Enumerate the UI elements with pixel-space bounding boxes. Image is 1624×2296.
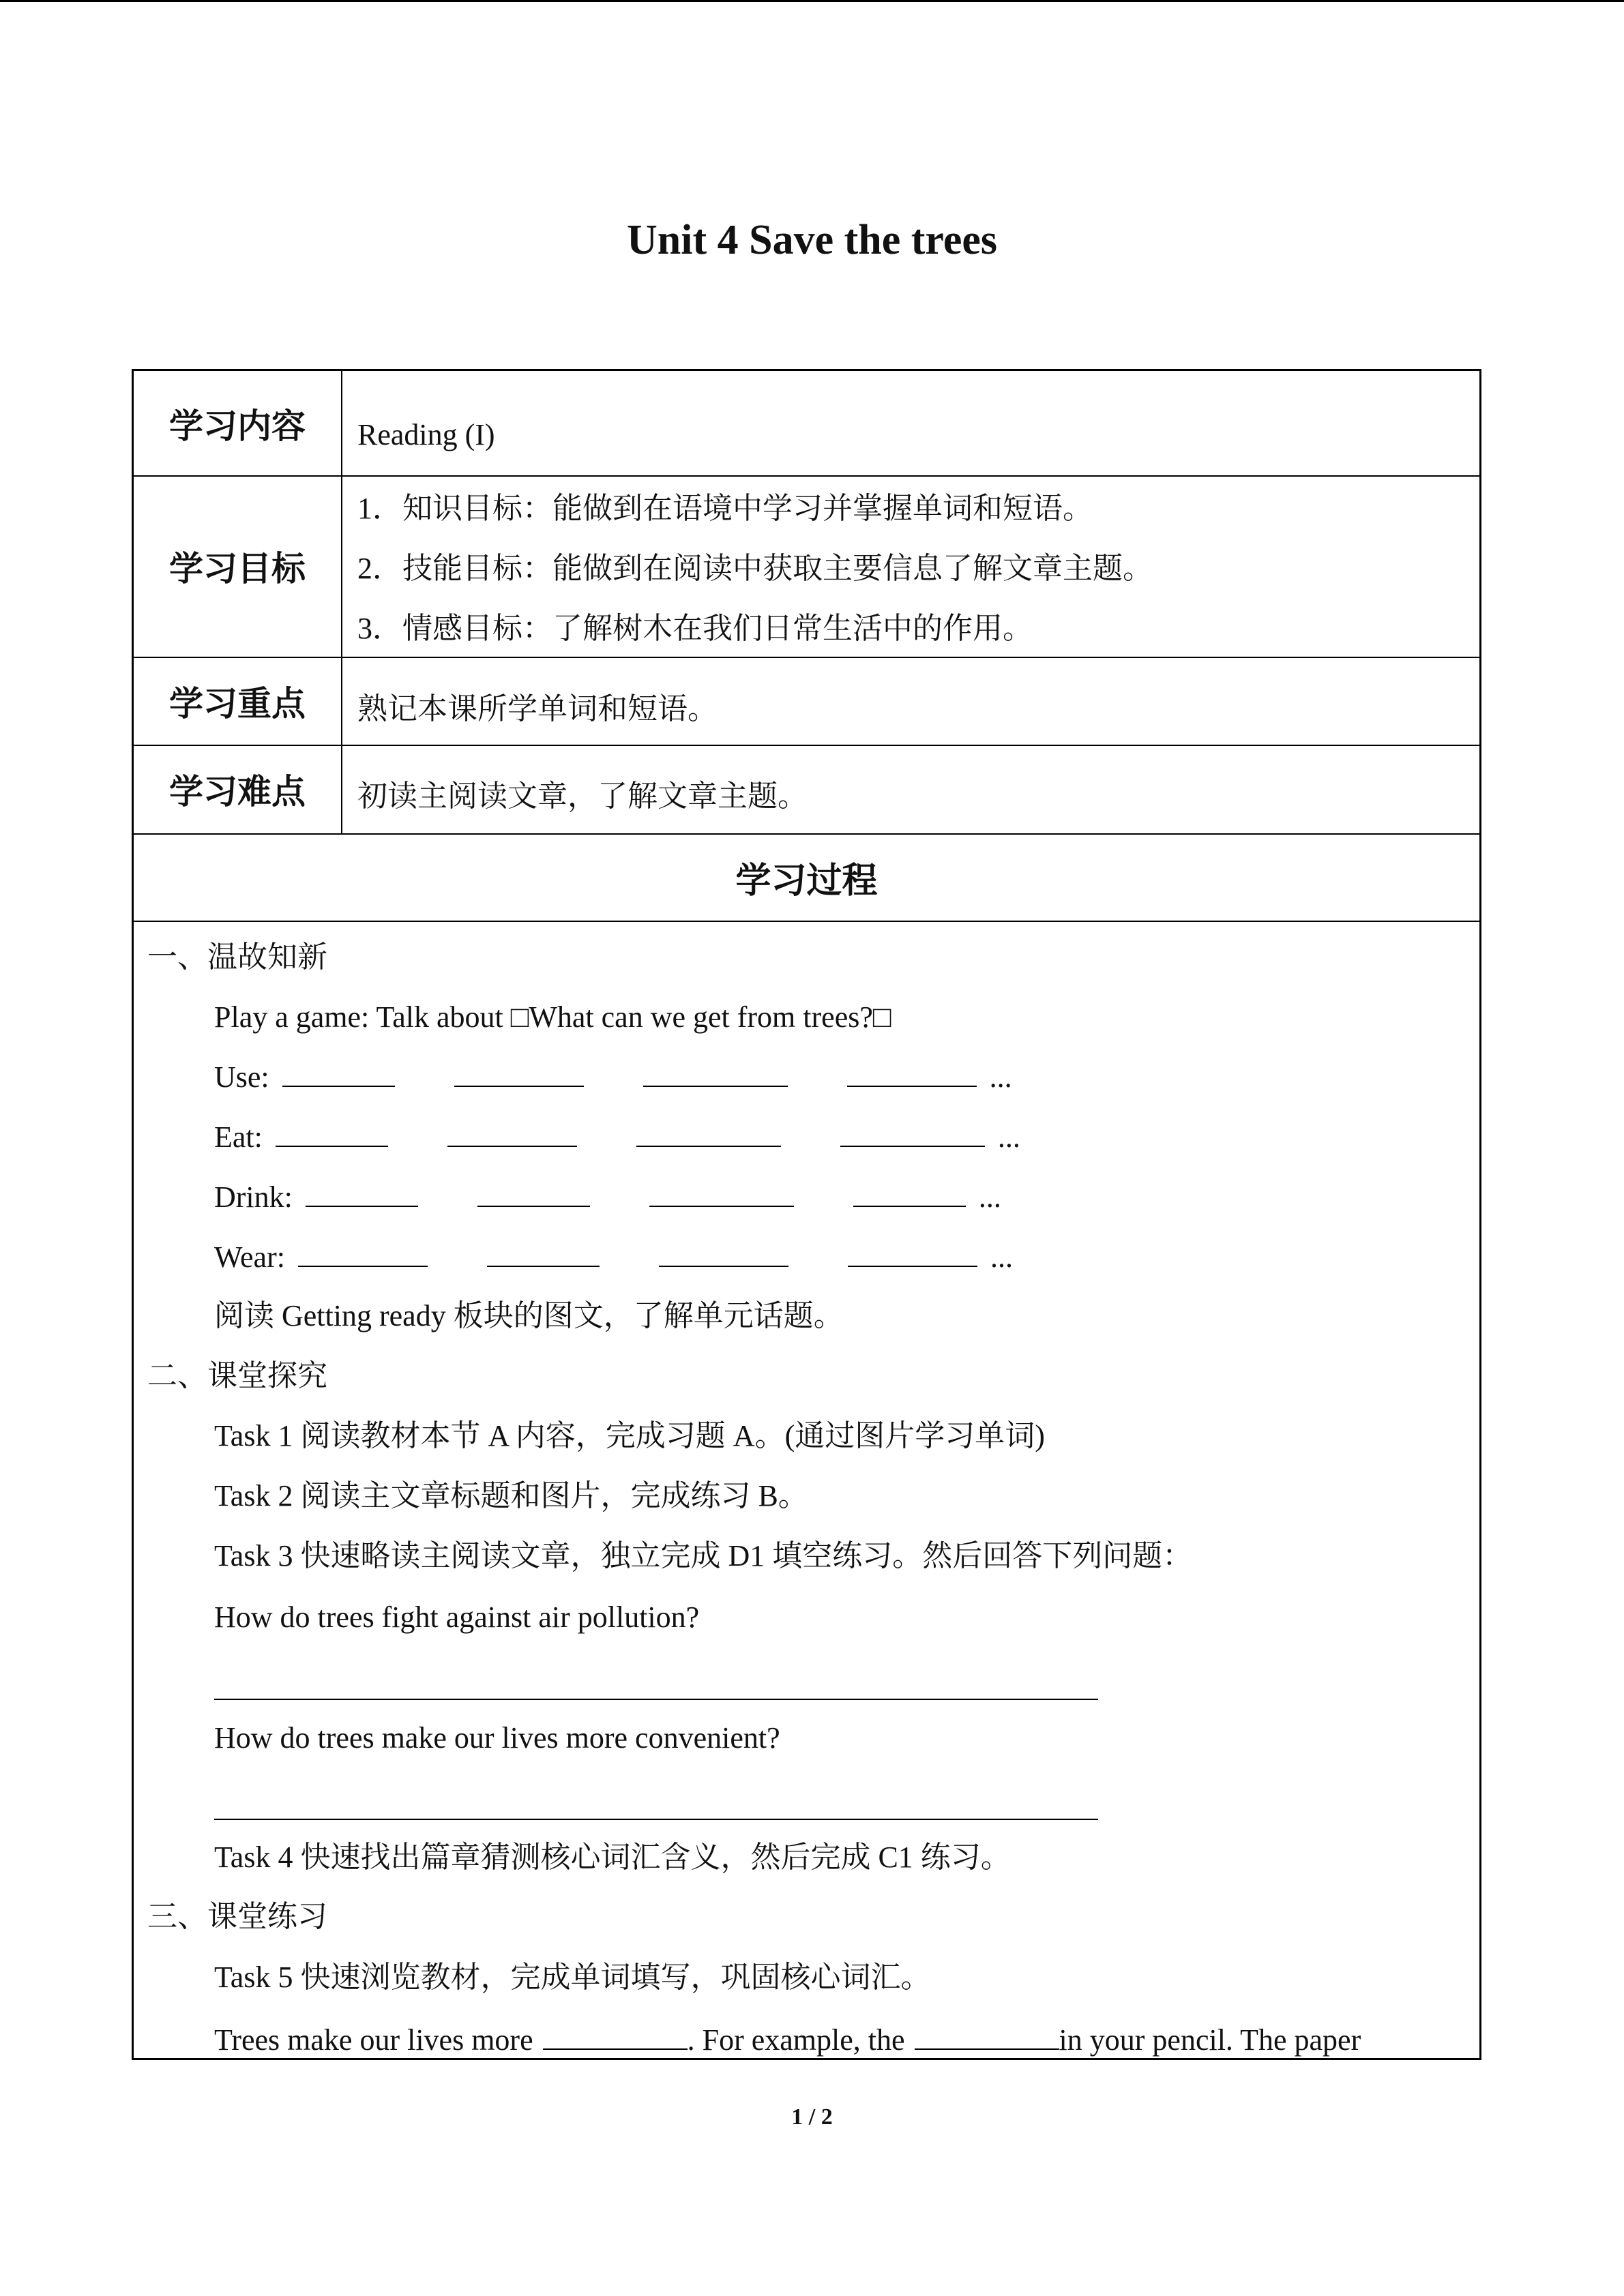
answer-blank[interactable] — [282, 1058, 395, 1087]
use-label: Use: — [214, 1060, 269, 1094]
fill-text: . For example, the — [687, 2023, 905, 2057]
answer-blank[interactable] — [454, 1058, 584, 1087]
ellipsis: ... — [989, 1060, 1012, 1094]
label-divider — [341, 371, 342, 833]
goal-item: 3．情感目标：了解树木在我们日常生活中的作用。 — [357, 612, 1033, 645]
use-row — [214, 1057, 1012, 1098]
eat-label: Eat: — [214, 1120, 263, 1154]
eat-row — [214, 1117, 1020, 1158]
goals-label: 学习目标 — [169, 549, 306, 588]
task-5: Task 5 快速浏览教材，完成单词填写，巩固核心词汇。 — [214, 1960, 931, 1994]
answer-blank[interactable] — [847, 1058, 977, 1087]
answer-blank[interactable] — [659, 1238, 788, 1267]
ellipsis: ... — [978, 1180, 1001, 1214]
wear-label: Wear: — [214, 1240, 285, 1274]
ellipsis: ... — [990, 1240, 1013, 1274]
fill-text: Trees make our lives more — [214, 2023, 533, 2057]
answer-blank[interactable] — [649, 1178, 794, 1207]
task-3: Task 3 快速略读主阅读文章，独立完成 D1 填空练习。然后回答下列问题： — [214, 1539, 1193, 1572]
top-border — [0, 0, 1624, 2]
key-points-text: 熟记本课所学单词和短语。 — [357, 692, 718, 726]
answer-blank[interactable] — [636, 1118, 781, 1147]
answer-blank[interactable] — [447, 1118, 577, 1147]
game-prompt: Play a game: Talk about □What can we get from trees?□ — [214, 1000, 891, 1034]
page-number: 1 / 2 — [791, 2104, 833, 2130]
answer-line-1[interactable] — [214, 1699, 1098, 1700]
task-4: Task 4 快速找出篇章猜测核心词汇含义，然后完成 C1 练习。 — [214, 1840, 1011, 1874]
drink-label: Drink: — [214, 1180, 293, 1214]
answer-blank[interactable] — [477, 1178, 590, 1207]
fill-text: in your pencil. The paper — [1059, 2023, 1361, 2057]
content-text: Reading (I) — [357, 418, 495, 451]
answer-blank[interactable] — [853, 1178, 966, 1207]
content-label: 学习内容 — [169, 406, 306, 446]
answer-blank[interactable] — [306, 1178, 418, 1207]
difficulties-label: 学习难点 — [169, 772, 306, 811]
question-1: How do trees fight against air pollution? — [214, 1600, 700, 1634]
answer-blank[interactable] — [487, 1238, 600, 1267]
goal-item: 1．知识目标：能做到在语境中学习并掌握单词和短语。 — [357, 492, 1093, 525]
row-divider — [134, 921, 1479, 922]
difficulties-text: 初读主阅读文章，了解文章主题。 — [357, 779, 808, 813]
drink-row — [214, 1177, 1001, 1218]
getting-ready-text: 阅读 Getting ready 板块的图文，了解单元话题。 — [214, 1299, 844, 1332]
answer-blank[interactable] — [848, 1238, 977, 1267]
answer-blank[interactable] — [915, 2021, 1059, 2050]
answer-blank[interactable] — [643, 1058, 788, 1087]
key-points-label: 学习重点 — [169, 683, 306, 724]
answer-blank[interactable] — [543, 2021, 688, 2050]
ellipsis: ... — [997, 1120, 1020, 1154]
task-2: Task 2 阅读主文章标题和图片，完成练习 B。 — [214, 1479, 808, 1512]
section-practice-heading: 三、课堂练习 — [147, 1900, 327, 1933]
wear-row — [214, 1237, 1013, 1278]
question-2: How do trees make our lives more convenient? — [214, 1721, 780, 1755]
task-1: Task 1 阅读教材本节 A 内容，完成习题 A。(通过图片学习单词) — [214, 1419, 1045, 1452]
answer-blank[interactable] — [276, 1118, 388, 1147]
answer-blank[interactable] — [298, 1238, 428, 1267]
section-review-heading: 一、温故知新 — [147, 940, 327, 974]
page-title: Unit 4 Save the trees — [627, 217, 997, 263]
process-header: 学习过程 — [735, 860, 878, 901]
answer-blank[interactable] — [840, 1118, 985, 1147]
answer-line-2[interactable] — [214, 1819, 1098, 1820]
fill-in-sentence — [214, 2020, 1361, 2061]
section-explore-heading: 二、课堂探究 — [147, 1359, 327, 1392]
goal-item: 2．技能目标：能做到在阅读中获取主要信息了解文章主题。 — [357, 552, 1153, 585]
worksheet-table — [132, 369, 1481, 2060]
